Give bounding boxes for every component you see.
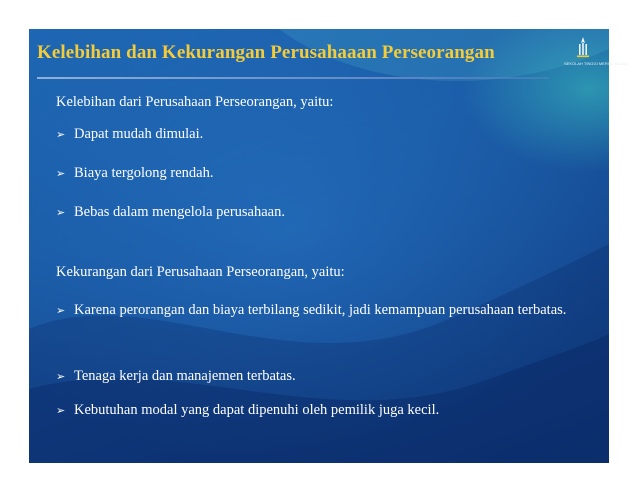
list-item-text: Bebas dalam mengelola perusahaan.	[74, 204, 285, 220]
advantages-heading: Kelebihan dari Perusahaan Perseorangan, yaitu:	[56, 94, 334, 110]
list-item-text: Dapat mudah dimulai.	[74, 126, 204, 142]
arrow-bullet-icon: ➢	[56, 128, 66, 141]
institution-logo	[564, 37, 629, 73]
list-item	[56, 300, 582, 326]
list-item	[56, 366, 582, 387]
list-item	[56, 124, 582, 145]
list-item	[56, 400, 582, 421]
arrow-bullet-icon: ➢	[56, 304, 66, 317]
arrow-bullet-icon: ➢	[56, 167, 66, 180]
slide	[29, 29, 629, 463]
arrow-bullet-icon: ➢	[56, 370, 66, 383]
list-item	[56, 163, 582, 184]
disadvantages-heading: Kekurangan dari Perusahaan Perseorangan, yaitu:	[56, 264, 345, 280]
list-item-text: Tenaga kerja dan manajemen terbatas.	[74, 368, 296, 384]
list-item-text: Kebutuhan modal yang dapat dipenuhi oleh pemilik juga kecil.	[74, 402, 440, 418]
slide-title: Kelebihan dan Kekurangan Perusahaaan Perseorangan	[37, 42, 495, 63]
logo-text: SEKOLAH TINGGI MERCU BUANA	[564, 61, 629, 66]
list-item	[56, 202, 582, 223]
list-item-text: Karena perorangan dan biaya terbilang sedikit, jadi kemampuan perusahaan terbatas.	[74, 302, 567, 318]
list-item-text: Biaya tergolong rendah.	[74, 165, 214, 181]
arrow-bullet-icon: ➢	[56, 206, 66, 219]
logo-emblem-icon	[576, 37, 590, 59]
arrow-bullet-icon: ➢	[56, 404, 66, 417]
title-underline	[37, 77, 549, 79]
